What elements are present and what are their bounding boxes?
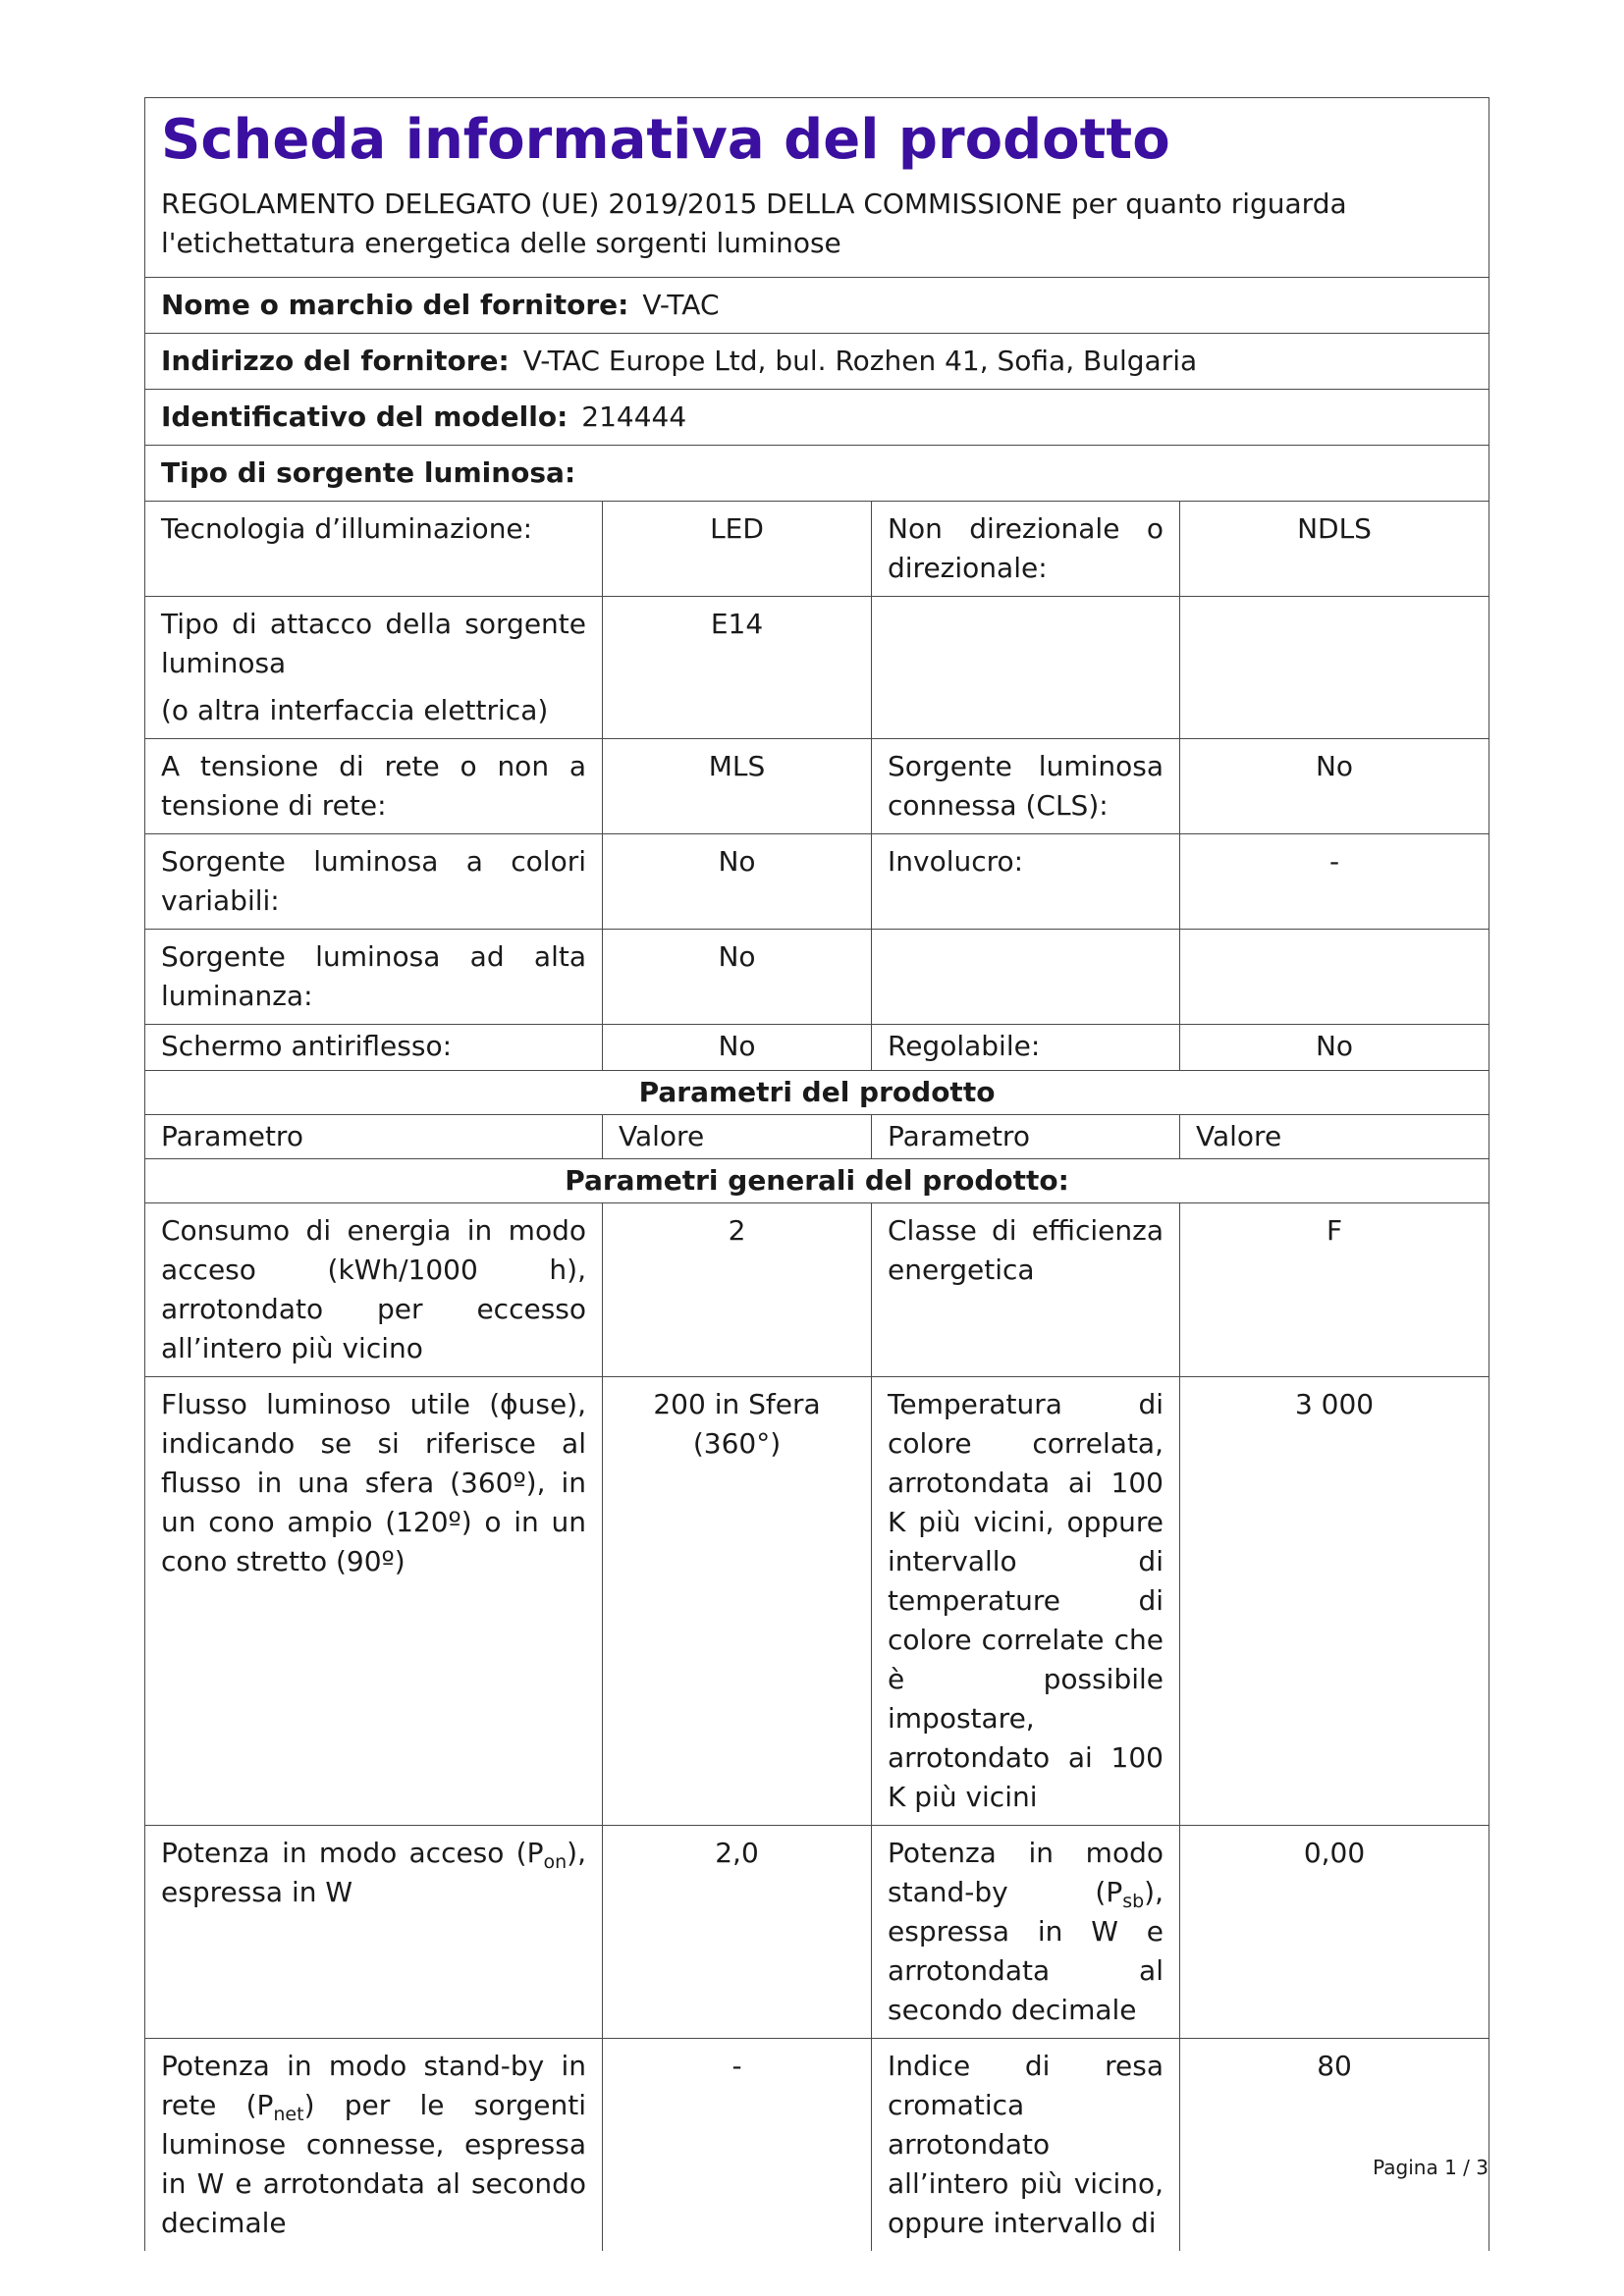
column-header: Parametro <box>145 1115 603 1159</box>
table-row <box>145 502 1489 597</box>
supplier-address-value: V-TAC Europe Ltd, bul. Rozhen 41, Sofia, Bulgaria <box>522 345 1198 377</box>
row-value <box>1180 597 1489 739</box>
model-id-value: 214444 <box>581 400 687 433</box>
row-value: F <box>1180 1203 1489 1377</box>
table-row <box>145 1203 1489 1377</box>
column-header: Valore <box>1180 1115 1489 1159</box>
supplier-name-row <box>145 278 1489 334</box>
supplier-address-row <box>145 334 1489 390</box>
row-label <box>872 597 1180 739</box>
model-id-label: Identificativo del modello: <box>161 400 568 433</box>
light-source-type-heading-row <box>145 446 1489 502</box>
row-label: A tensione di rete o non a tensione di rete: <box>145 739 603 834</box>
product-info-sheet <box>144 97 1489 2251</box>
table-row <box>145 834 1489 930</box>
column-header-row <box>145 1115 1489 1159</box>
row-value: 80 <box>1180 2039 1489 2252</box>
table-row <box>145 1025 1489 1071</box>
header-row <box>145 98 1489 278</box>
general-parameters-heading: Parametri generali del prodotto: <box>145 1159 1489 1203</box>
row-label: Non direzionale o direzionale: <box>872 502 1180 597</box>
row-value: 0,00 <box>1180 1826 1489 2039</box>
row-value: No <box>1180 1025 1489 1071</box>
table-row <box>145 739 1489 834</box>
row-value: 2 <box>603 1203 872 1377</box>
row-label: Temperatura di colore correlata, arrotondata ai 100 K più vicini, oppure intervallo di temperature di colore correlate che è possibile impostare, arrotondato ai 100 K più vicini <box>872 1377 1180 1826</box>
supplier-name-label: Nome o marchio del fornitore: <box>161 289 629 321</box>
row-value: - <box>1180 834 1489 930</box>
supplier-address-label: Indirizzo del fornitore: <box>161 345 510 377</box>
product-info-table <box>144 97 1489 2251</box>
row-label: Potenza in modo stand-by in rete $(P_{net})$ per le sorgenti luminose connesse, espressa in W e arrotondata al secondo decimale <box>145 2039 603 2252</box>
row-value: 2,0 <box>603 1826 872 2039</box>
model-id-row <box>145 390 1489 446</box>
row-value: No <box>603 930 872 1025</box>
row-label: Potenza in modo stand-by $(P_{sb})$, espressa in W e arrotondata al secondo decimale <box>872 1826 1180 2039</box>
row-value: No <box>603 1025 872 1071</box>
row-value: E14 <box>603 597 872 739</box>
table-row <box>145 1377 1489 1826</box>
row-value: - <box>603 2039 872 2252</box>
row-value: NDLS <box>1180 502 1489 597</box>
table-row <box>145 930 1489 1025</box>
row-value: No <box>603 834 872 930</box>
page-number: Pagina 1 / 3 <box>1373 2156 1489 2179</box>
row-label: Potenza in modo acceso $(P_{on})$, espressa in W <box>145 1826 603 2039</box>
row-label: Indice di resa cromatica arrotondato all’intero più vicino, oppure intervallo di <box>872 2039 1180 2252</box>
row-label: Schermo antiriflesso: <box>145 1025 603 1071</box>
row-label-note: (o altra interfaccia elettrica) <box>161 694 549 726</box>
row-label: Regolabile: <box>872 1025 1180 1071</box>
light-source-type-heading: Tipo di sorgente luminosa: <box>145 446 1489 502</box>
column-header: Parametro <box>872 1115 1180 1159</box>
page-title: Scheda informativa del prodotto <box>161 108 1170 172</box>
row-label: Classe di efficienza energetica <box>872 1203 1180 1377</box>
row-value: 200 in Sfera (360°) <box>603 1377 872 1826</box>
row-label: Sorgente luminosa a colori variabili: <box>145 834 603 930</box>
row-value: No <box>1180 739 1489 834</box>
row-label: Tipo di attacco della sorgente luminosa <box>161 608 586 679</box>
row-label <box>872 930 1180 1025</box>
row-label: Flusso luminoso utile (ɸuse), indicando se si riferisce al flusso in una sfera (360º), in un cono ampio (120º) o in un cono stretto (90º) <box>145 1377 603 1826</box>
row-label: Sorgente luminosa ad alta luminanza: <box>145 930 603 1025</box>
product-parameters-heading: Parametri del prodotto <box>145 1071 1489 1115</box>
product-parameters-heading-row <box>145 1071 1489 1115</box>
supplier-name-value: V-TAC <box>642 289 720 321</box>
row-value: 3 000 <box>1180 1377 1489 1826</box>
table-row <box>145 597 1489 739</box>
row-label: Tecnologia d’illuminazione: <box>145 502 603 597</box>
row-value <box>1180 930 1489 1025</box>
row-value: LED <box>603 502 872 597</box>
regulation-subtitle: REGOLAMENTO DELEGATO (UE) 2019/2015 DELLA COMMISSIONE per quanto riguarda l'etichettatura energetica delle sorgenti luminose <box>161 187 1347 259</box>
row-label: Involucro: <box>872 834 1180 930</box>
general-parameters-heading-row <box>145 1159 1489 1203</box>
row-label: Sorgente luminosa connessa (CLS): <box>872 739 1180 834</box>
table-row <box>145 1826 1489 2039</box>
row-value: MLS <box>603 739 872 834</box>
column-header: Valore <box>603 1115 872 1159</box>
table-row <box>145 2039 1489 2252</box>
row-label: Consumo di energia in modo acceso (kWh/1000 h), arrotondato per eccesso all’intero più vicino <box>145 1203 603 1377</box>
